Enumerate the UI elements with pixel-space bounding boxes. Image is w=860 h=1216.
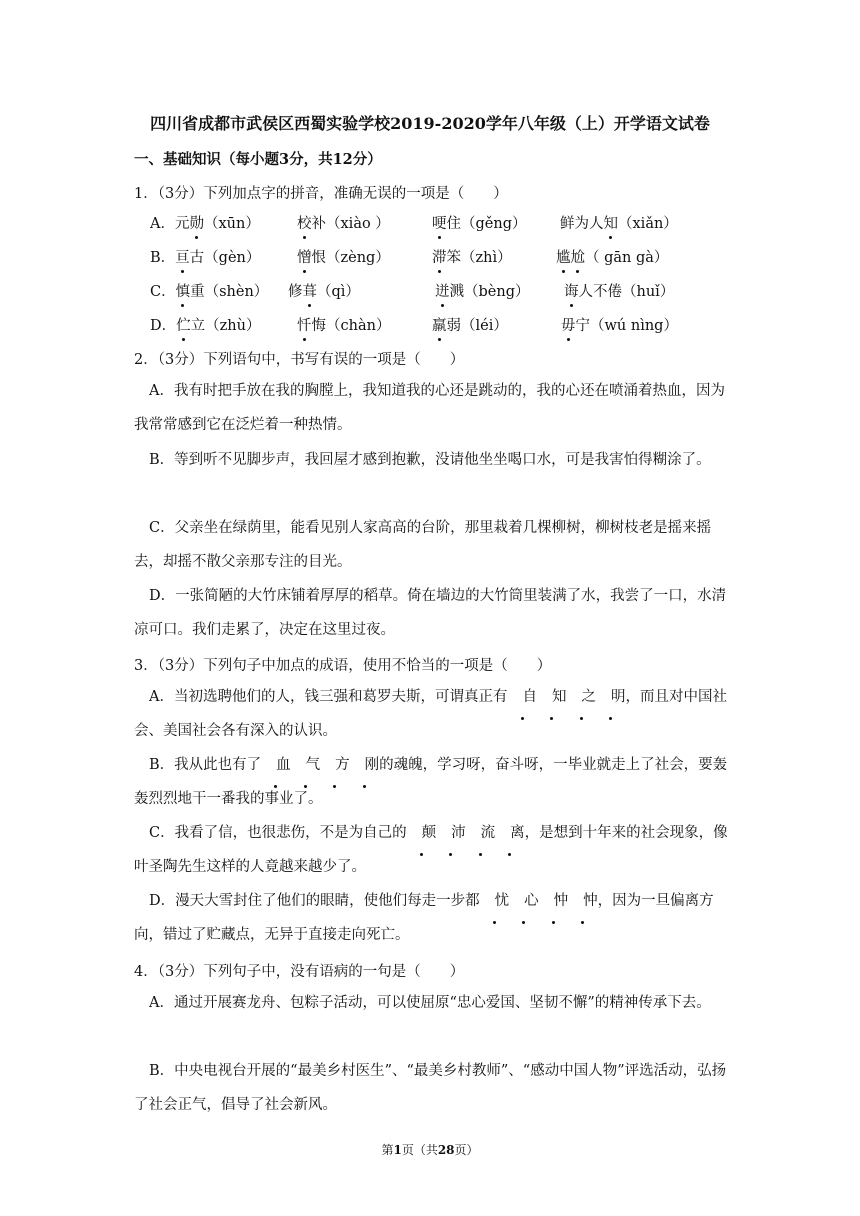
q1-option-b-4: 尴尬（ gān gà）: [556, 246, 668, 267]
q1-option-d-2: 忏悔（chàn）: [297, 314, 390, 335]
question-3-stem: 3．（3分）下列句子中加点的成语，使用不恰当的一项是（ ）: [134, 658, 552, 674]
page-total: 28: [437, 1143, 455, 1157]
q1-option-a: A．元勋（xūn）: [150, 212, 260, 233]
q1-option-b-2: 憎恨（zèng）: [297, 246, 390, 267]
page-number: 1: [393, 1143, 402, 1157]
q1-option-d-4: 毋宁（wú nìng）: [561, 314, 678, 335]
q1-option-a-4: 鲜为人知（xiǎn）: [560, 212, 678, 233]
q1-option-a-3: 哽住（gěng）: [432, 212, 526, 233]
q1-option-c-2: 修葺（qì）: [288, 280, 360, 301]
q1-option-c-3: 迸溅（bèng）: [435, 280, 529, 301]
q1-option-b: B．亘古（gèn）: [150, 246, 260, 267]
q3-option-c: C．我看了信，也很悲伤，不是为自己的 颠 沛 流 离，是想到十年来的社会现象，像叶圣陶先生这样的人竟越来越少了。: [134, 816, 730, 884]
page-title: 四川省成都市武侯区西蜀实验学校2019-2020学年八年级（上）开学语文试卷: [150, 114, 710, 133]
q4-option-b: B．中央电视台开展的“最美乡村医生”、“最美乡村教师”、“感动中国人物”评选活动，弘扬了社会正气，倡导了社会新风。: [134, 1063, 727, 1113]
q2-option-a: A．我有时把手放在我的胸膛上，我知道我的心还是跳动的，我的心还在喷涌着热血，因为我常常感到它在泛烂着一种热情。: [134, 383, 725, 433]
q2-option-c: C．父亲坐在绿荫里，能看见别人家高高的台阶，那里栽着几棵柳树，柳树枝老是摇来摇去，却摇不散父亲那专注的目光。: [134, 520, 712, 570]
question-4-stem: 4．（3分）下列句子中，没有语病的一句是（ ）: [134, 964, 465, 980]
q1-option-a-2: 校补（xiào ）: [297, 212, 390, 233]
q3-option-a: A．当初选聘他们的人，钱三强和葛罗夫斯，可谓真正有 自 知 之 明，而且对中国社会、美国社会各有深入的认识。: [134, 680, 730, 748]
q1-option-c: C．慎重（shèn）: [150, 280, 268, 301]
q1-option-d: D．伫立（zhù）: [150, 314, 260, 335]
q3-option-b: B．我从此也有了 血 气 方 刚的魂魄，学习呀，奋斗呀，一毕业就走上了社会，要轰轰烈烈地干一番我的事业了。: [134, 748, 730, 816]
q1-option-b-3: 滞笨（zhì）: [432, 246, 512, 267]
question-1-stem: 1．（3分）下列加点字的拼音，准确无误的一项是（ ）: [134, 186, 508, 202]
section-heading: 一、基础知识（每小题3分，共12分）: [134, 151, 382, 168]
q1-option-d-3: 羸弱（léi）: [432, 314, 508, 335]
q2-option-d: D．一张简陋的大竹床铺着厚厚的稻草。倚在墙边的大竹筒里装满了水，我尝了一口，水清凉可口。我们走累了，决定在这里过夜。: [134, 588, 727, 638]
q3-option-d: D．漫天大雪封住了他们的眼睛，使他们每走一步都 忧 心 忡 忡，因为一旦偏离方向，错过了贮藏点，无异于直接走向死亡。: [134, 884, 730, 952]
page-footer: 第1页（共28页）: [381, 1143, 479, 1157]
q4-option-a: A．通过开展赛龙舟、包粽子活动，可以使屈原“忠心爱国、坚韧不懈”的精神传承下去。: [149, 995, 711, 1011]
q2-option-b: B．等到听不见脚步声，我回屋才感到抱歉，没请他坐坐喝口水，可是我害怕得糊涂了。: [149, 452, 711, 468]
question-2-stem: 2．（3分）下列语句中，书写有误的一项是（ ）: [134, 352, 465, 368]
q1-option-c-4: 诲人不倦（huǐ）: [564, 280, 674, 301]
